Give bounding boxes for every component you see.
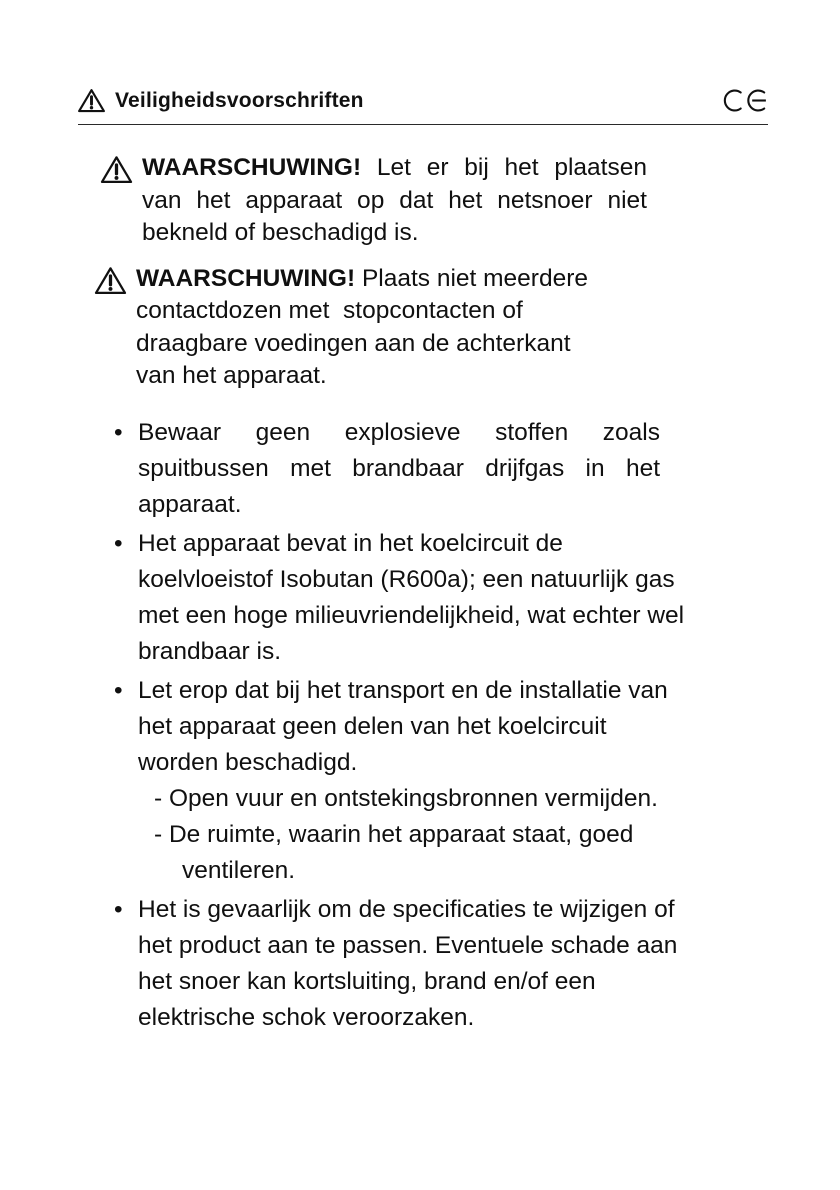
warning-triangle-icon xyxy=(78,88,105,113)
warning-triangle-icon xyxy=(94,266,127,295)
warning-label: WAARSCHUWING! xyxy=(136,264,356,292)
bullet-text: • Bewaar geen explosieve stoffen zoals spuitbussen met brandbaar drijfgas in het apparaat. xyxy=(138,419,660,519)
warning-block xyxy=(100,152,768,250)
warning-body: Plaats niet meerdere contactdozen met stopcontacten of draagbare voedingen aan de achterkant van het apparaat. xyxy=(136,264,595,390)
bullet-text: • Het apparaat bevat in het koelcircuit de koelvloeistof Isobutan (R600a); een natuurlijk gas met een hoge milieuvriendelijkheid, wat echter wel brandbaar is. xyxy=(138,530,685,666)
sub-list xyxy=(138,781,768,889)
warning-label: WAARSCHUWING! xyxy=(142,154,362,181)
bullet-text: • Let erop dat bij het transport en de installatie van het apparaat geen delen van het koelcircuit worden beschadigd. xyxy=(138,677,668,777)
list-item xyxy=(112,673,768,889)
warning-block xyxy=(94,263,768,393)
list-item xyxy=(112,526,768,670)
header-divider xyxy=(78,124,768,125)
bullet-list xyxy=(112,415,768,1036)
ce-mark-icon xyxy=(722,88,768,113)
header-title-group xyxy=(78,88,364,113)
page-title: Veiligheidsvoorschriften xyxy=(115,88,364,112)
warning-text xyxy=(136,263,616,393)
warning-body: Let er bij het plaatsen van het apparaat op dat het netsnoer niet bekneld of beschadigd is. xyxy=(142,154,654,247)
warning-triangle-icon xyxy=(100,155,133,184)
page-header xyxy=(78,88,768,113)
sub-list-item: - De ruimte, waarin het apparaat staat, goed ventileren. xyxy=(154,821,634,885)
sub-list-item: - Open vuur en ontstekingsbronnen vermijden. xyxy=(154,785,658,813)
warning-text xyxy=(142,152,654,250)
bullet-text: • Het is gevaarlijk om de specificaties te wijzigen of het product aan te passen. Eventuele schade aan het snoer kan kortsluiting, brand en/of een elektrische schok veroorzaken. xyxy=(138,896,678,1032)
list-item xyxy=(112,415,768,523)
list-item xyxy=(112,892,768,1036)
warnings-section xyxy=(78,152,768,393)
